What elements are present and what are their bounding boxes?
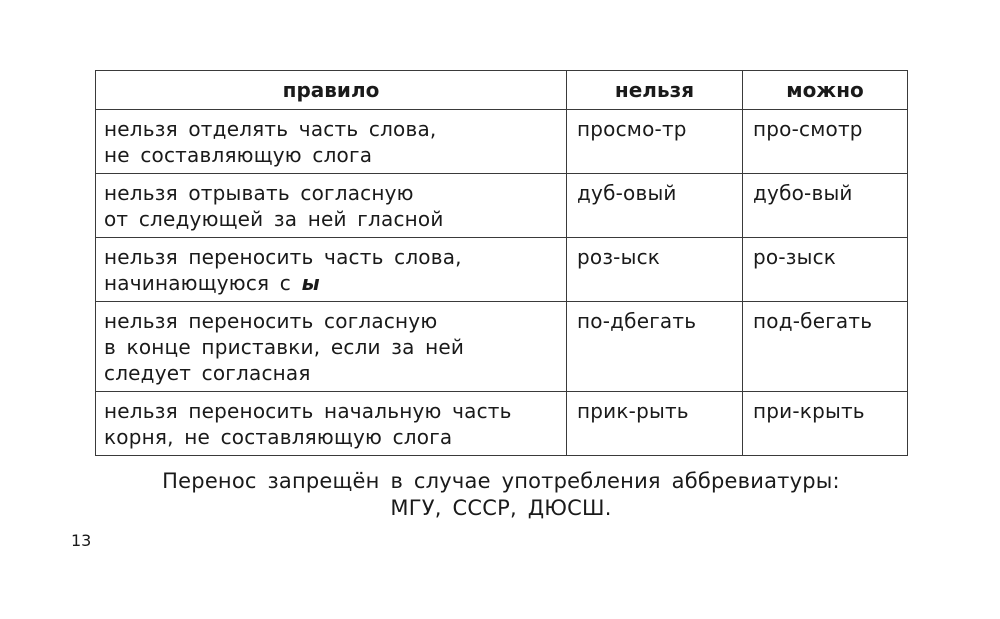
abbreviation-note [95,468,907,522]
rule-line: нельзя переносить согласную [104,309,438,333]
rule-line: нельзя отделять часть слова, [104,117,437,141]
page-number: 13 [71,531,92,550]
rule-cell [96,302,567,392]
wrong-example: дуб-овый [567,174,743,238]
rule-cell [96,392,567,456]
rule-line: не составляющую слога [104,143,373,167]
emphasized-letter: ы [301,271,320,295]
wrong-example: просмо-тр [567,110,743,174]
right-example: под-бегать [743,302,908,392]
rule-line: нельзя отрывать согласную [104,181,414,205]
wrong-example: по-дбегать [567,302,743,392]
table-row [96,302,908,392]
right-example: про-смотр [743,110,908,174]
rule-line: следует согласная [104,361,311,385]
rule-line-text: начинающуюся с [104,271,302,295]
note-line-1: Перенос запрещён в случае употребления аббревиатуры: [162,469,840,493]
rule-line-with-emphasis [104,270,558,296]
rule-line: нельзя переносить часть слова, [104,245,462,269]
wrong-example: прик-рыть [567,392,743,456]
table-row [96,238,908,302]
rule-line: корня, не составляющую слога [104,425,453,449]
hyphenation-rules-table [95,70,908,456]
table-row [96,174,908,238]
header-rule: правило [96,71,567,110]
right-example: ро-зыск [743,238,908,302]
wrong-example: роз-ыск [567,238,743,302]
header-right: можно [743,71,908,110]
table-row [96,110,908,174]
table-row [96,392,908,456]
rule-cell [96,238,567,302]
rule-cell [96,110,567,174]
right-example: при-крыть [743,392,908,456]
right-example: дубо-вый [743,174,908,238]
rule-line: от следующей за ней гласной [104,207,444,231]
rule-line: в конце приставки, если за ней [104,335,465,359]
note-line-2: МГУ, СССР, ДЮСШ. [390,496,612,520]
rule-line: нельзя переносить начальную часть [104,399,512,423]
header-wrong: нельзя [567,71,743,110]
table-header-row [96,71,908,110]
rule-cell [96,174,567,238]
